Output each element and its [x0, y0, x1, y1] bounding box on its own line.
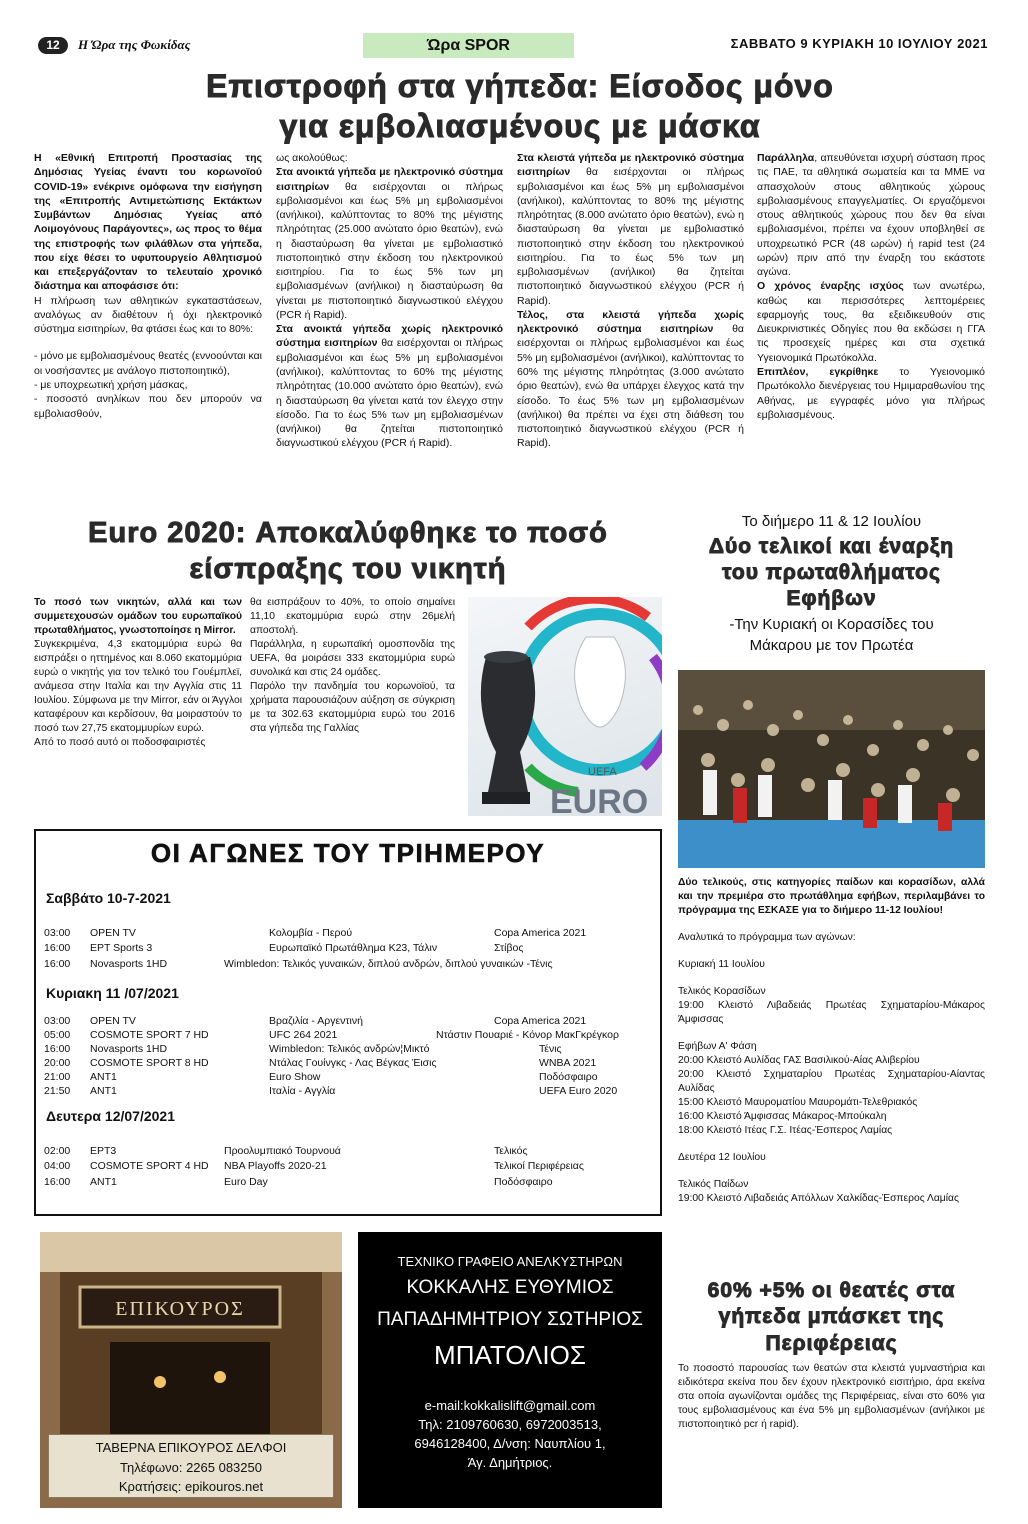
schedule-channel: COSMOTE SPORT 7 HD: [90, 1029, 209, 1041]
trophy-image: [468, 597, 662, 816]
sidebar-game: 18:00 Κλειστό Ιτέας Γ.Σ. Ιτέας-Έσπερος Λαμίας: [678, 1125, 893, 1136]
schedule-channel: ANT1: [90, 1085, 117, 1097]
article1-text: , απευθύνεται ισχυρή σύσταση προς τις ΠΑΕ, τα αθλητικά σωματεία και τα ΜΜΕ να απασχολούν στους αθλητικούς χώρους εμβολιασμένους επαγγελματίες. Οι εργαζόμενοι στους αθλητικούς χώρους που δεν θα είναι εμβολιασμένοι, πρέπει να έχουν υποβληθεί σε υποχρεωτικό PCR (48 ωρών) ή rapid test (24 ωρών) πριν από την έναρξη του εκάστοτε αγώνα.: [757, 152, 985, 279]
article2-headline-line2: είσπραξης του νικητή: [189, 553, 507, 586]
article2-headline-line1: Euro 2020: Αποκαλύφθηκε το ποσό: [88, 517, 608, 549]
schedule-sport: Copa America 2021: [494, 927, 587, 939]
sidebar-analytic: Αναλυτικά το πρόγραμμα των αγώνων:: [678, 932, 856, 943]
schedule-event: Wimbledon: Τελικός γυναικών, διπλού ανδρών, διπλού γυναικών -Τένις: [224, 958, 553, 970]
schedule-event: Ευρωπαϊκό Πρωτάθλημα Κ23, Τάλιν: [269, 942, 438, 954]
schedule-sport: Ποδόσφαιρο: [539, 1071, 598, 1083]
schedule-event: Euro Show: [269, 1071, 321, 1083]
schedule-time: 16:00: [44, 1043, 71, 1055]
article2-text: Παρόλο την πανδημία του κορωνοϊού, τα χρήματα παρουσιάζουν αύξηση σε σύγκριση με τα 302.63 εκατομμύρια ευρώ του 2016 στα γήπεδα της Γαλλίας: [250, 681, 455, 734]
sidebar-kicker: Το διήμερο 11 & 12 Ιουλίου: [741, 513, 922, 530]
elevator-ad-line: ΠΑΠΑΔΗΜΗΤΡΙΟΥ ΣΩΤΗΡΙΟΣ: [377, 1308, 643, 1330]
sidebar-category: Τελικός Κορασίδων: [678, 986, 766, 997]
schedule-time: 21:00: [44, 1071, 71, 1083]
sidebar-game: 19:00 Κλειστό Λιβαδειάς Απόλλων Χαλκίδας-Έσπερος Λαμίας: [678, 1193, 959, 1204]
schedule-time: 16:00: [44, 958, 71, 970]
schedule-sport: Τένις: [539, 1043, 562, 1055]
schedule-day: Δευτερα 12/07/2021: [46, 1108, 175, 1124]
article1-text: θα εισέρχονται οι πλήρως εμβολιασμένοι και έως 5% μη εμβολιασμένοι (ανήλικοι), καλύπτοντας το 80% της μέγιστης πληρότητας (25.000 ανώτατο όριο θεατών), ενώ η διασταύρωση θα γίνεται με εμβολιαστικό πιστοποιητικό στην έκδοση του ηλεκτρονικού εισιτηρίου. Για το έως 5% των μη εμβολιασμένων (ανήλικοι) η διασταύρωση θα γίνεται με πιστοποιητικό διαγνωστικού ελέγχου (PCR ή Rapid).: [276, 180, 503, 321]
schedule-row: [36, 1085, 660, 1099]
sidebar-game: 20:00 Κλειστό Σχηματαρίου Πρωτέας Σχηματαρίου-Αίαντας Αυλίδας: [678, 1069, 985, 1094]
schedule-event: Κολομβία - Περού: [269, 927, 353, 939]
sidebar-subtitle: [678, 614, 985, 656]
article1-subhead: Στα ανοικτά γήπεδα χωρίς ηλεκτρονικό σύστημα εισιτηρίων: [276, 323, 503, 350]
sidebar-headline-line: Εφήβων: [786, 587, 877, 610]
schedule-time: 03:00: [44, 927, 71, 939]
schedule-channel: OPEN TV: [90, 927, 136, 939]
euro-trophy-photo: [468, 597, 662, 816]
paper-name: Η Ώρα της Φωκίδας: [78, 37, 191, 52]
sidebar-body: [678, 876, 985, 1206]
crowd-image: [678, 670, 985, 868]
schedule-sport: Τελικός: [494, 1145, 528, 1157]
schedule-row: [36, 1029, 660, 1043]
sidebar-lead: Δύο τελικούς, στις κατηγορίες παίδων και κορασίδων, αλλά και την πρεμιέρα στο πρωτάθλημα εφήβων, περιλαμβάνει το πρόγραμμα της ΕΣΚΑΣΕ για το διήμερο 11-12 Ιουλίου!: [678, 877, 985, 916]
schedule-event: UFC 264 2021: [269, 1029, 338, 1041]
article1-bullet: - ποσοστό ανηλίκων που δεν μπορούν να εμβολιασθούν,: [34, 393, 262, 420]
sidebar-game: 20:00 Κλειστό Αυλίδας ΓΑΣ Βασιλικού-Αίας Αλιβερίου: [678, 1055, 920, 1066]
article1-paragraph: Η πλήρωση των αθλητικών εγκαταστάσεων, αναλόγως αν διαθέτουν ή όχι ηλεκτρονικό σύστημα εισιτηρίων, θα φτάσει έως και το 80%:: [34, 294, 262, 336]
schedule-sport: Στίβος: [494, 942, 524, 954]
article2-headline: [34, 515, 662, 588]
article1-text: το Υγειονομικό Πρωτόκολλο διενέργειας του Ημιμαραθωνίου της Αθήνας, με εγγραφές μόνο για πλήρως εμβολιασμένους.: [757, 365, 985, 421]
schedule-time: 03:00: [44, 1015, 71, 1027]
crowd-photo: [678, 670, 985, 868]
schedule-time: 04:00: [44, 1160, 71, 1172]
article1-text: των ανωτέρω, καθώς και περισσότερες λεπτομέρειες εφαρμογής τους, θα εξειδικευθούν στις Διευκρινιστικές Οδηγίες που θα εκδώσει η ΓΓΑ τις προσεχείς ημέρες και στα σχετικά Υγειονομικά Πρωτόκολλα.: [757, 280, 985, 364]
taverna-info: [48, 1434, 334, 1498]
schedule-channel: EPT3: [90, 1145, 117, 1157]
sidebar-subtitle-line: -Την Κυριακή οι Κορασίδες του: [729, 616, 934, 634]
article1-headline-line1: Επιστροφή στα γήπεδα: Είσοδος μόνο: [206, 68, 834, 104]
article1-subhead: Ο χρόνος έναρξης ισχύος: [757, 280, 904, 293]
schedule-sport: Copa America 2021: [494, 1015, 587, 1027]
article3-headline-line: γήπεδα μπάσκετ της: [718, 1305, 945, 1329]
photo-uefa-text: UEFA: [588, 766, 617, 778]
article1-subhead: Επιπλέον, εγκρίθηκε: [757, 365, 879, 378]
schedule-time: 05:00: [44, 1029, 71, 1041]
schedule-row: [36, 1015, 660, 1029]
schedule-time: 02:00: [44, 1145, 71, 1157]
article1-subhead: Τέλος, στα κλειστά γήπεδα χωρίς ηλεκτρονικό σύστημα εισιτηρίων: [517, 308, 744, 336]
article1-text: θα εισέρχονται οι πλήρως εμβολιασμένοι και έως 5% μη εμβολιασμένοι (ανήλικοι), καλύπτοντας το 60% της μέγιστης πληρότητας (3.000 ανώτατο όριο θεατών), ενώ θα υπάρχει έλεγχος κατά την είσοδο. Το έως 5% των μη εμβολιασμένων (ανήλικοι) θα πρέπει να έχει στη διάθεση του πιστοποιητικό διαγνωστικού ελέγχου (PCR ή Rapid).: [517, 323, 744, 450]
elevator-ad-line: ΜΠΑΤΟΛΙΟΣ: [434, 1340, 586, 1371]
schedule-event: Euro Day: [224, 1176, 268, 1188]
sidebar-subtitle-line: Μάκαρου με τον Πρωτέα: [749, 637, 914, 655]
elevator-ad-contacts: [358, 1397, 662, 1472]
sidebar-header: [678, 512, 985, 656]
article2-text: Παράλληλα, η ευρωπαϊκή ομοσπονδία της UEFA, θα μοιράσει 333 εκατομμύρια ευρώ συνολικά και στις 24 ομάδες.: [250, 639, 455, 678]
article2-column2: [250, 596, 455, 736]
schedule-title: ΟΙ ΑΓΩΝΕΣ ΤΟΥ ΤΡΙΗΜΕΡΟΥ: [150, 838, 546, 868]
schedule-day: Σαββάτο 10-7-2021: [46, 890, 171, 906]
schedule-row: [36, 1145, 660, 1159]
schedule-row: [36, 1160, 660, 1174]
section-label: Ώρα SPOR: [363, 33, 574, 58]
schedule-extra: Ντάστιν Πουαριέ - Κόνορ ΜακΓκρέγκορ: [436, 1029, 619, 1041]
elevator-ad-line: ΤΕΧΝΙΚΟ ΓΡΑΦΕΙΟ ΑΝΕΛΚΥΣΤΗΡΩΝ: [397, 1254, 623, 1269]
article1-subhead: Στα κλειστά γήπεδα με ηλεκτρονικό σύστημα εισιτηρίων: [517, 152, 744, 179]
photo-euro-text: EURO: [550, 783, 649, 816]
article1-lead: Η «Εθνική Επιτροπή Προστασίας της Δημόσιας Υγείας έναντι του κορωνοϊού COVID-19» ενέκρινε ομόφωνα την εισήγηση της «Επιτροπής Αντιμετώπισης Εκτάκτων Συμβάντων Δημόσιας Υγείας από Λοιμογόνους Παράγοντες», ως προς το θέμα της επιστροφής των φιλάθλων στα γήπεδα, που είχε θέσει το υφυπουργείο Αθλητισμού και επεξεργάζονταν το τελευταίο χρονικό διάστημα και αποφάσισε ότι:: [34, 152, 262, 293]
sidebar-day: Κυριακή 11 Ιουλίου: [678, 959, 765, 970]
article2-lead: Το ποσό των νικητών, αλλά και των συμμετεχουσών ομάδων του ευρωπαϊκού πρωταθλήματος, γνωστοποίησε η Mirror.: [34, 597, 242, 636]
article1-paragraph: ως ακολούθως:: [276, 152, 348, 164]
schedule-sport: Ποδόσφαιρο: [494, 1176, 553, 1188]
schedule-row: [36, 927, 660, 941]
taverna-ad: [40, 1232, 342, 1508]
elevator-ad: [358, 1232, 662, 1508]
article2-text: θα εισπράξουν το 40%, το οποίο σημαίνει 11,10 εκατομμύρια ευρώ στην 26μελή αποστολή.: [250, 597, 455, 636]
article3-headline-line: Περιφέρειας: [765, 1331, 898, 1355]
article1-bullet: - μόνο με εμβολιασμένους θεατές (εννοούνται και οι νοσήσαντες με ανάλογο πιστοποιητικό),: [34, 350, 262, 377]
schedule-sport: WNBA 2021: [539, 1057, 597, 1069]
schedule-row: [36, 1176, 660, 1190]
article1-column4: [757, 151, 985, 422]
schedule-box: [34, 829, 662, 1216]
elevator-ad-email: e-mail:kokkalislift@gmail.com: [424, 1398, 596, 1414]
schedule-event: Ντάλας Γουίνγκς - Λας Βέγκας Έισις: [269, 1057, 437, 1069]
schedule-channel: OPEN TV: [90, 1015, 136, 1027]
article2-column1: [34, 596, 242, 750]
sidebar-game: 15:00 Κλειστό Μαυροματίου Μαυρομάτι-Τελεθριακός: [678, 1097, 918, 1108]
schedule-sport: Τελικοί Περιφέρειας: [494, 1160, 584, 1172]
article1-subhead: Παράλληλα: [757, 152, 815, 164]
schedule-row: [36, 1057, 660, 1071]
sidebar-headline-line: του πρωταθλήματος: [722, 560, 941, 584]
elevator-ad-line: ΚΟΚΚΑΛΗΣ ΕΥΘΥΜΙΟΣ: [406, 1276, 614, 1298]
schedule-day: Κυριακη 11 /07/2021: [46, 985, 179, 1001]
sidebar-game: 16:00 Κλειστό Άμφισσας Μάκαρος-Μπούκαλη: [678, 1111, 887, 1122]
article1-column3: [517, 151, 744, 451]
schedule-event: Βραζιλία - Αργεντινή: [269, 1015, 363, 1027]
schedule-time: 16:00: [44, 1176, 71, 1188]
sidebar-game: 19:00 Κλειστό Λιβαδειάς Πρωτέας Σχηματαρίου-Μάκαρος Άμφισσας: [678, 1000, 985, 1025]
schedule-row: [36, 958, 660, 972]
elevator-ad-address: Άγ. Δημήτριος.: [467, 1454, 553, 1470]
schedule-time: 16:00: [44, 942, 71, 954]
schedule-channel: EPT Sports 3: [90, 942, 153, 954]
schedule-channel: COSMOTE SPORT 8 HD: [90, 1057, 209, 1069]
schedule-channel: Novasports 1HD: [90, 1043, 168, 1055]
article3-text: Το ποσοστό παρουσίας των θεατών στα κλειστά γυμναστήρια και ειδικότερα εκείνα που δεν έχουν ηλεκτρονικό εισιτήριο, άρα εκείνα στα οποία αγωνίζονται ομάδες της Περιφέρειας, είναι στο 60% για τους εμβολιασμένους και ένα 5% μη εμβολιασμένων (ανήλικοι με πιστοποιητικό pcr ή rapid).: [678, 1363, 985, 1430]
schedule-channel: Novasports 1HD: [90, 958, 168, 970]
schedule-channel: ANT1: [90, 1176, 117, 1188]
taverna-phone: Τηλέφωνο: 2265 083250: [120, 1459, 262, 1475]
sidebar-day: Δευτέρα 12 Ιουλίου: [678, 1152, 766, 1163]
sidebar-headline-line: Δύο τελικοί και έναρξη: [708, 534, 955, 558]
schedule-time: 20:00: [44, 1057, 71, 1069]
schedule-event: Προολυμπιακό Τουρνουά: [224, 1145, 341, 1157]
article3-headline-line: 60% +5% οι θεατές στα: [707, 1279, 956, 1302]
sidebar-category: Τελικός Παίδων: [678, 1179, 749, 1190]
schedule-event: NBA Playoffs 2020-21: [224, 1160, 327, 1172]
article1-headline: [150, 66, 890, 146]
schedule-channel: COSMOTE SPORT 4 HD: [90, 1160, 209, 1172]
article2-text: Συγκεκριμένα, 4,3 εκατομμύρια ευρώ θα εισπράξει ο ηττημένος και 8.060 εκατομμύρια ευρώ ο νικητής για τον τελικό του Γουέμπλεϊ, ανάμεσα στην Ιταλία και την Αγγλία στις 11 Ιουλίου. Σύμφωνα με την Mirror, εάν οι Άγγλοι καταφέρουν και κερδίσουν, θα μοιραστούν το ποσό των 27,75 εκατομμυρίων ευρώ.: [34, 639, 242, 734]
article1-headline-line2: για εμβολιασμένους με μάσκα: [279, 108, 761, 144]
schedule-channel: ANT1: [90, 1071, 117, 1083]
article2-text: Από το ποσό αυτό οι ποδοσφαιριστές: [34, 737, 206, 748]
elevator-ad-phones: Τηλ: 2109760630, 6972003513,: [418, 1416, 602, 1432]
article3-headline: [678, 1278, 985, 1357]
article1-bullet: - με υποχρεωτική χρήση μάσκας,: [34, 378, 188, 391]
schedule-event: Wimbledon: Τελικός ανδρών¦Μικτό: [269, 1043, 430, 1055]
article1-column2: [276, 151, 503, 451]
article1-text: θα εισέρχονται οι πλήρως εμβολιασμένοι και έως 5% μη εμβολιασμένοι (ανήλικοι), καλύπτοντας το 80% της μέγιστης πληρότητας (8.000 ανώτατο όριο θεατών), ενώ η διασταύρωση θα γίνεται με εμβολιαστικό πιστοποιητικό στην έκδοση του ηλεκτρονικού εισιτηρίου. Για το έως 5% των μη εμβολιασμένων (ανήλικοι) θα ζητείται πιστοποιητικό διαγνωστικού ελέγχου (PCR ή Rapid).: [517, 166, 744, 307]
article1-subhead: Στα ανοικτά γήπεδα με ηλεκτρονικό σύστημα εισιτηρίων: [276, 166, 503, 193]
schedule-row: [36, 1043, 660, 1057]
schedule-row: [36, 1071, 660, 1085]
elevator-ad-phones: 6946128400, Δ/νση: Ναυπλίου 1,: [414, 1435, 606, 1451]
taverna-sign: ΕΠΙΚΟΥΡΟΣ: [115, 1298, 245, 1320]
sidebar-category: Εφήβων Α' Φάση: [678, 1041, 757, 1052]
sidebar-headline: [678, 534, 985, 613]
schedule-event: Ιταλία - Αγγλία: [269, 1085, 336, 1097]
article1-text: θα εισέρχονται οι πλήρως εμβολιασμένοι και έως 5% μη εμβολιασμένοι (ανήλικοι), καλύπτοντας το 60% της μέγιστης πληρότητας (10.000 ανώτατο όριο θεατών), ενώ η διασταύρωση θα γίνεται κατά τον έλεγχο στην είσοδο. Για το έως 5% των μη εμβολιασμένων (ανήλικοι) θα ζητείται πιστοποιητικό διαγνωστικού ελέγχου (PCR ή Rapid).: [276, 337, 503, 450]
schedule-time: 21:50: [44, 1085, 71, 1097]
issue-date: ΣΑΒΒΑΤΟ 9 ΚΥΡΙΑΚΗ 10 ΙΟΥΛΙΟΥ 2021: [730, 36, 988, 51]
page-number: 12: [38, 37, 68, 54]
taverna-name: ΤΑΒΕΡΝΑ ΕΠΙΚΟΥΡΟΣ ΔΕΛΦΟΙ: [95, 1440, 287, 1455]
schedule-sport: UEFA Euro 2020: [539, 1085, 618, 1097]
taverna-website: Κρατήσεις: epikouros.net: [118, 1479, 264, 1494]
schedule-row: [36, 942, 660, 956]
article1-column1: [34, 151, 262, 421]
